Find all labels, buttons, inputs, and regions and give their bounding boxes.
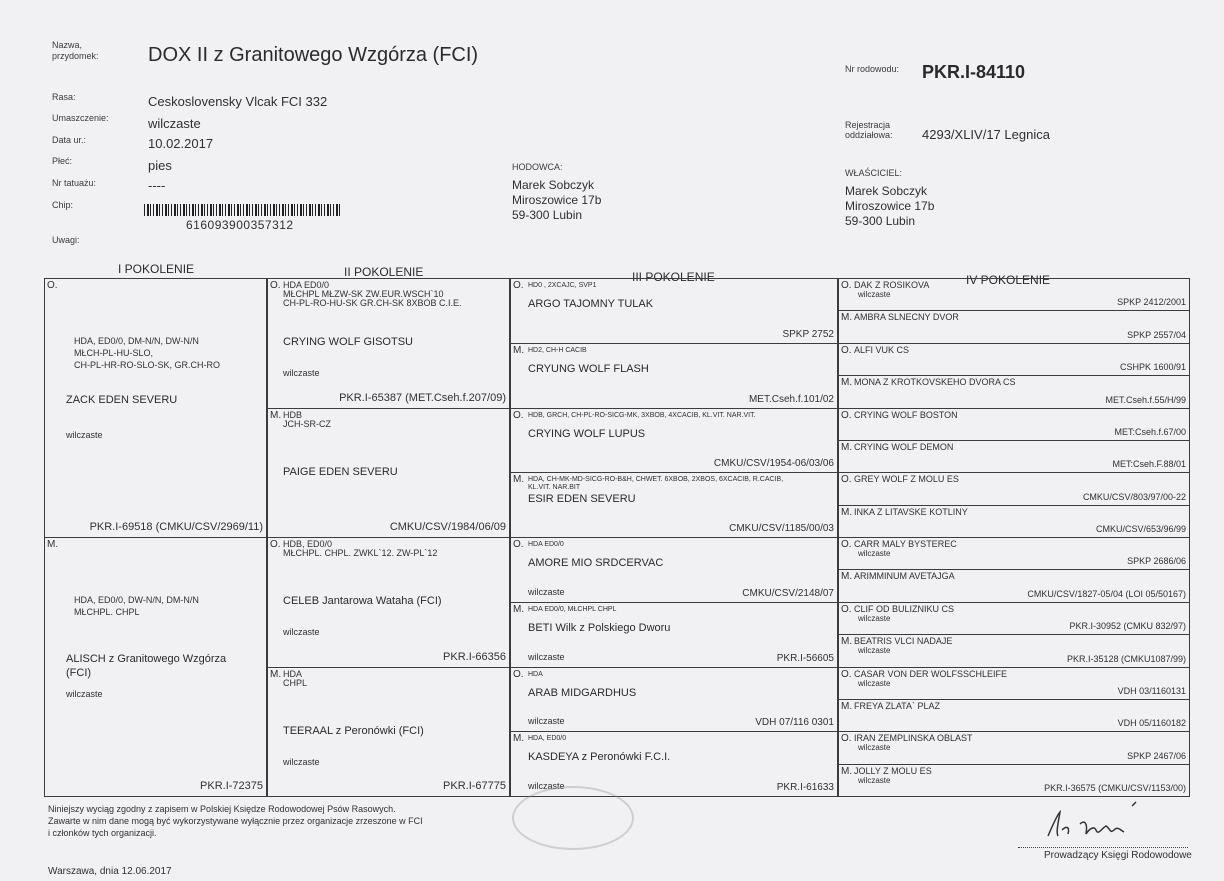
ancestor-reg: CMKU/CSV/1185/00/03	[729, 523, 834, 534]
ancestor-titles: CH-PL-RO-HU-SK GR.CH-SK 8XBOB C.I.E.	[283, 298, 462, 308]
ancestor-name: CASAR VON DER WOLFSSCHLEIFE	[854, 668, 1008, 679]
color: wilczaste	[148, 116, 201, 131]
ancestor-reg: PKR.I-65387 (MET.Cseh.f.207/09)	[339, 391, 506, 404]
ancestor-reg: CMKU/CSV/1827-05/04 (LOI 05/50167)	[1027, 588, 1186, 599]
ancestor-reg: PKR.I-61633	[776, 782, 834, 793]
ancestor-color: wilczaste	[858, 678, 891, 688]
ancestor-reg: SPKP 2412/2001	[1117, 297, 1186, 308]
role-label: M.	[841, 700, 853, 712]
chip-label: Chip:	[52, 200, 74, 210]
tattoo: ----	[148, 178, 166, 193]
ancestor-titles: HDA	[283, 668, 303, 679]
ancestor-titles: HDA ED0/0, MŁCHPL CHPL	[528, 605, 617, 613]
role-label: M.	[270, 668, 282, 680]
ancestor-titles: CH-PL-HR-RO-SLO-SK, GR.CH-RO	[74, 360, 221, 370]
ancestor-name: ARGO TAJOMNY TULAK	[528, 298, 654, 310]
breeder-city: 59-300 Lubin	[512, 208, 583, 222]
ancestor-reg: CMKU/CSV/2148/07	[742, 587, 834, 599]
ancestor-reg: SPKP 2557/04	[1127, 329, 1186, 340]
ancestor-reg: PKR.I-36575 (CMKU/CSV/1153/00)	[1044, 783, 1186, 793]
dob-label: Data ur.:	[52, 135, 87, 145]
ancestor-color: wilczaste	[528, 716, 565, 727]
ancestor-titles: MŁCHPL. CHPL. ZWKL`12. ZW-PL`12	[283, 548, 438, 558]
ancestor-name: IRAN ZEMPLINSKA OBLAST	[854, 733, 973, 744]
role-label: M.	[841, 636, 853, 648]
chip-barcode	[144, 204, 342, 216]
ancestor-name: GREY WOLF Z MOLU ES	[854, 474, 959, 485]
gen4-header: IV POKOLENIE	[966, 273, 1051, 287]
ancestor-reg: PKR.I-35128 (CMKU1087/99)	[1066, 653, 1186, 664]
ancestor-name: CARR MALY BYSTEREC	[854, 539, 957, 549]
gen3-header: III POKOLENIE	[632, 270, 715, 284]
role-label: M.	[513, 474, 525, 486]
color-label: Umaszczenie:	[52, 113, 109, 123]
ancestor-reg: SPKP 2686/06	[1127, 556, 1186, 567]
ancestor-titles: HD2, CH-H CACIB	[528, 346, 587, 354]
owner-label: WŁAŚCICIEL:	[845, 168, 903, 178]
role-label: M.	[841, 441, 853, 453]
ancestor-name: ZACK EDEN SEVERU	[66, 394, 178, 406]
role-label: O.	[841, 344, 852, 356]
ancestor-color: wilczaste	[528, 651, 565, 662]
role-label: O.	[270, 539, 281, 550]
ancestor-name: BEATRIS VLCI NADAJE	[854, 636, 953, 647]
ancestor-name: CRYING WOLF DEMON	[854, 441, 954, 452]
breeder-street: Miroszowice 17b	[512, 193, 602, 207]
ancestor-color: wilczaste	[283, 756, 320, 767]
ancestor-reg: MET.Cseh.f.101/02	[748, 393, 834, 405]
footer-line-2: Zawarte w nim dane mogą być wykorzystywane wyłącznie przez organizacje zrzeszone w FCI	[48, 816, 423, 826]
ancestor-name: ALFI VUK CS	[854, 344, 910, 355]
ancestor-name: DAK Z ROSIKOVA	[854, 280, 930, 290]
ancestor-name: ALISCH z Granitowego Wzgórza	[66, 653, 227, 665]
role-label: O.	[841, 280, 852, 291]
ancestor-color: wilczaste	[858, 549, 891, 558]
role-label: O.	[841, 474, 852, 486]
owner-city: 59-300 Lubin	[845, 214, 916, 228]
role-label: O.	[841, 539, 852, 550]
ancestor-name: AMORE MIO SRDCERVAC	[528, 557, 664, 569]
ancestor-titles: HDA, CH-MK-MD-SICG-RO-B&H, CHWET. 6XBOB, 2XBOS, 6XCACIB, R.CACIB,	[528, 476, 784, 484]
ancestor-color: wilczaste	[283, 627, 320, 637]
ancestor-color: wilczaste	[528, 781, 565, 791]
role-label: M.	[47, 539, 59, 550]
ancestor-titles: MŁCHPL MŁZW-SK ZW.EUR.WSCH`10	[283, 289, 444, 299]
ancestor-color: wilczaste	[858, 646, 891, 656]
ancestor-titles: JCH-SR-CZ	[283, 418, 331, 429]
role-label: M.	[841, 377, 853, 389]
ancestor-titles: HD0 , 2XCAJC, SVP1	[528, 282, 597, 289]
ancestor-reg: MET:Cseh.F.88/01	[1112, 459, 1186, 470]
ancestor-color: wilczaste	[858, 290, 891, 299]
signature-caption: Prowadzący Księgi Rodowodowe	[1044, 850, 1192, 861]
chip-number: 616093900357312	[186, 218, 294, 232]
ancestor-name: INKA Z LITAVSKE KOTLINY	[854, 506, 968, 517]
ancestor-name: JOLLY Z MOLU ES	[854, 765, 932, 776]
ancestor-name: PAIGE EDEN SEVERU	[283, 465, 398, 478]
ancestor-titles: HDB, GRCH, CH-PL-RO-SICG-MK, 3XBOB, 4XCACIB, KL.VIT. NAR.VIT.	[528, 411, 756, 419]
role-label: M.	[841, 765, 853, 777]
breeder-label: HODOWCA:	[512, 162, 563, 172]
ancestor-titles: HDA, ED0/0, DM-N/N, DW-N/N	[74, 336, 199, 346]
ancestor-titles: HDA	[528, 670, 543, 678]
ancestor-reg: MET:Cseh.f.67/00	[1114, 426, 1186, 437]
ancestor-name: ARIMMINUM AVETAJGA	[854, 571, 955, 582]
role-label: M.	[270, 409, 282, 421]
ancestor-color: wilczaste	[528, 586, 565, 597]
signature	[1040, 800, 1150, 846]
footer-line-1: Niniejszy wyciąg zgodny z zapisem w Polskiej Księdze Rodowodowej Psów Rasowych.	[48, 804, 396, 814]
ancestor-reg: VDH 03/1160131	[1117, 685, 1186, 696]
sex-label: Płeć:	[52, 156, 73, 166]
role-label: O.	[513, 668, 524, 680]
ancestor-reg: PKR.I-56605	[776, 652, 834, 664]
breed-label: Rasa:	[52, 92, 76, 102]
role-label: M.	[841, 571, 853, 583]
gen1-header: I POKOLENIE	[118, 262, 195, 276]
ancestor-reg: PKR.I-67775	[443, 780, 506, 792]
ancestor-color: wilczaste	[858, 775, 891, 785]
role-label: O.	[841, 668, 852, 680]
ancestor-titles: HDA ED0/0	[528, 541, 564, 548]
ancestor-name: ESIR EDEN SEVERU	[528, 493, 636, 506]
ancestor-reg: PKR.I-72375	[200, 780, 263, 792]
role-label: O.	[270, 280, 281, 291]
role-label: M.	[841, 506, 853, 518]
dog-name: DOX II z Granitowego Wzgórza (FCI)	[148, 44, 479, 66]
dob: 10.02.2017	[148, 136, 214, 151]
branch-reg: 4293/XLIV/17 Legnica	[922, 127, 1050, 142]
reg-no-label: Nr rodowodu:	[845, 64, 900, 74]
ancestor-titles: HDA, ED0/0	[528, 735, 567, 743]
ancestor-reg: CSHPK 1600/91	[1119, 362, 1186, 373]
ancestor-reg: SPKP 2752	[782, 328, 834, 340]
role-label: O.	[841, 603, 852, 615]
ancestor-name: TEERAAL z Peronówki (FCI)	[283, 724, 424, 737]
name-label: Nazwa, przydomek:	[52, 40, 99, 61]
ancestor-titles: HDA, ED0/0, DW-N/N, DM-N/N	[74, 595, 199, 605]
ancestor-name: BETI Wilk z Polskiego Dworu	[528, 621, 671, 634]
ancestor-color: wilczaste	[66, 430, 103, 440]
ancestor-titles: HDB, ED0/0	[283, 539, 333, 549]
ancestor-color: wilczaste	[858, 743, 891, 753]
ancestor-name-cont: (FCI)	[66, 667, 92, 679]
gen2-header: II POKOLENIE	[344, 265, 424, 279]
ancestor-reg: CMKU/CSV/653/96/99	[1095, 524, 1186, 534]
ancestor-titles: MŁCH-PL-HU-SLO,	[74, 348, 154, 358]
ancestor-reg: CMKU/CSV/1954-06/03/06	[713, 458, 834, 470]
ancestor-name: MONA Z KROTKOVSKEHO DVORA CS	[854, 377, 1016, 388]
ancestor-name: CLIF OD BULIZNIKU CS	[854, 603, 955, 614]
ancestor-reg: SPKP 2467/06	[1127, 750, 1186, 761]
role-label: O.	[841, 733, 852, 745]
owner-street: Miroszowice 17b	[845, 199, 935, 213]
reg-no: PKR.I-84110	[922, 62, 1026, 82]
tattoo-label: Nr tatuażu:	[52, 178, 97, 188]
ancestor-reg: VDH 05/1160182	[1117, 718, 1186, 729]
ancestor-reg: PKR.I-66356	[443, 650, 506, 663]
ancestor-reg: PKR.I-69518 (CMKU/CSV/2969/11)	[89, 521, 263, 533]
role-label: O.	[513, 409, 524, 421]
ancestor-titles: HDA ED0/0	[283, 280, 330, 290]
footer-line-3: i członków tych organizacji.	[48, 828, 157, 838]
signature-line	[1018, 847, 1188, 848]
ancestor-reg: CMKU/CSV/803/97/00-22	[1082, 491, 1186, 502]
ancestor-color: wilczaste	[283, 368, 320, 378]
ancestor-name: CRYING WOLF BOSTON	[854, 409, 958, 420]
ancestor-name: KASDEYA z Peronówki F.C.I.	[528, 751, 671, 764]
breed: Ceskoslovensky Vlcak FCI 332	[148, 94, 328, 109]
ancestor-name: CELEB Jantarowa Wataha (FCI)	[283, 595, 442, 607]
notes-label: Uwagi:	[52, 235, 80, 245]
ancestor-reg: VDH 07/116 0301	[755, 717, 834, 729]
breeder-name: Marek Sobczyk	[512, 178, 595, 192]
role-label: O.	[47, 280, 58, 291]
branch-label: Rejestracja oddziałowa:	[845, 120, 893, 140]
place-date: Warszawa, dnia 12.06.2017	[48, 866, 172, 877]
ancestor-reg: MET.Cseh.f.55/H/99	[1105, 394, 1186, 405]
ancestor-name: AMBRA SLNECNY DVOR	[854, 312, 959, 323]
ancestor-name: CRYUNG WOLF FLASH	[528, 362, 649, 375]
ancestor-name: FREYA ZLATA` PLAZ	[854, 700, 941, 711]
ancestor-name: ARAB MIDGARDHUS	[528, 686, 637, 699]
role-label: M.	[513, 603, 525, 615]
ancestor-titles: HDB	[283, 409, 303, 420]
ancestor-color: wilczaste	[66, 689, 103, 699]
role-label: O.	[841, 409, 852, 421]
role-label: M.	[841, 312, 853, 324]
official-stamp	[512, 786, 634, 850]
ancestor-titles: CHPL	[283, 677, 308, 688]
ancestor-reg: CMKU/CSV/1984/06/09	[389, 521, 506, 533]
role-label: O.	[513, 280, 524, 291]
sex: pies	[148, 158, 172, 173]
gen1-cell	[44, 278, 267, 538]
ancestor-titles: MŁCHPL. CHPL	[74, 607, 140, 617]
role-label: M.	[513, 733, 525, 745]
owner-name: Marek Sobczyk	[845, 184, 928, 198]
ancestor-titles: KL.VIT. NAR.BIT	[528, 484, 581, 492]
ancestor-reg: PKR.I-30952 (CMKU 832/97)	[1069, 621, 1186, 632]
role-label: M.	[513, 344, 525, 356]
ancestor-name: CRYING WOLF GISOTSU	[283, 336, 413, 348]
ancestor-color: wilczaste	[858, 613, 891, 623]
ancestor-name: CRYING WOLF LUPUS	[528, 427, 646, 440]
role-label: O.	[513, 539, 524, 550]
